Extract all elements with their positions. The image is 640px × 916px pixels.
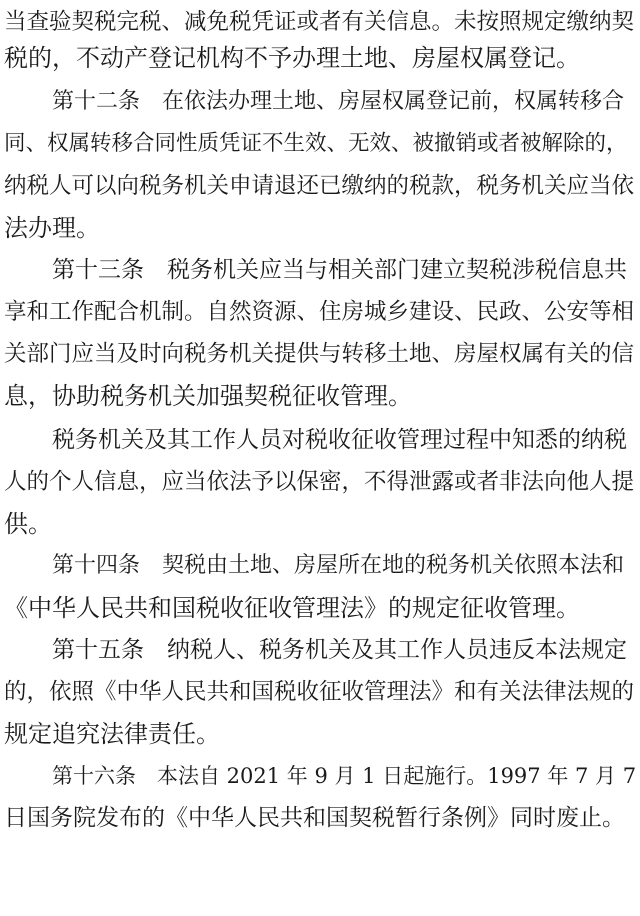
text-line: 第十四条 契税由土地、房屋所在地的税务机关依照本法和	[52, 553, 625, 578]
text-line: 第十六条 本法自 2021 年 9 月 1 日起施行。1997 年 7 月 7	[52, 764, 636, 788]
text-line: 《中华人民共和国税收征收管理法》的规定征收管理。	[4, 594, 580, 622]
text-line: 的，依照《中华人民共和国税收征收管理法》和有关法律法规的	[4, 679, 635, 705]
text-line: 当查验契税完税、减免税凭证或者有关信息。未按照规定缴纳契	[4, 9, 635, 35]
text-line: 纳税人可以向税务机关申请退还已缴纳的税款，税务机关应当依	[4, 173, 635, 199]
text-line: 第十三条 税务机关应当与相关部门建立契税涉税信息共	[52, 257, 627, 283]
text-line: 息，协助税务机关加强契税征收管理。	[4, 382, 412, 410]
text-line: 第十五条 纳税人、税务机关及其工作人员违反本法规定	[52, 637, 627, 663]
text-line: 第十二条 在依法办理土地、房屋权属登记前，权属转移合	[52, 89, 625, 114]
text-line: 享和工作配合机制。自然资源、住房城乡建设、民政、公安等相	[4, 299, 635, 325]
text-line: 日国务院发布的《中华人民共和国契税暂行条例》同时废止。	[4, 805, 625, 831]
text-line: 规定追究法律责任。	[4, 720, 220, 748]
text-line: 供。	[4, 510, 52, 538]
text-line: 同、权属转移合同性质凭证不生效、无效、被撤销或者被解除的，	[4, 131, 628, 156]
text-line: 税的，不动产登记机构不予办理土地、房屋权属登记。	[4, 44, 580, 72]
text-line: 法办理。	[4, 214, 100, 242]
text-line: 税务机关及其工作人员对税收征收管理过程中知悉的纳税	[52, 427, 627, 453]
text-line: 人的个人信息，应当依法予以保密，不得泄露或者非法向他人提	[4, 469, 635, 495]
text-line: 关部门应当及时向税务机关提供与转移土地、房屋权属有关的信	[4, 341, 635, 367]
